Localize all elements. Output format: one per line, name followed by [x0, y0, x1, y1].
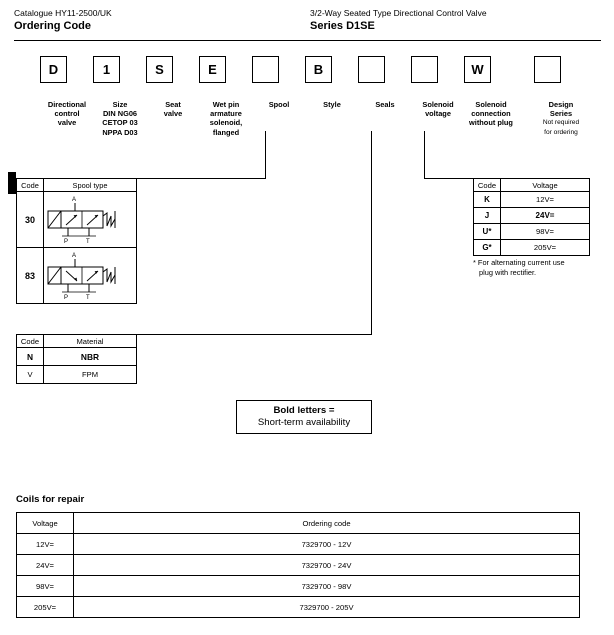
coils-code-24v: 7329700 - 24V — [74, 555, 580, 576]
coils-voltage-12v: 12V= — [17, 534, 74, 555]
spool-symbol-30 — [44, 192, 137, 248]
voltage-value-205v: 205V= — [501, 240, 590, 256]
material-header-code: Code — [17, 335, 44, 348]
code-label-0: Directional control valve — [47, 100, 87, 128]
table-row — [17, 366, 137, 384]
bold-note-line2: Short-term availability — [257, 417, 351, 428]
coils-code-98v: 7329700 - 98V — [74, 576, 580, 597]
svg-text:T: T — [86, 239, 90, 245]
code-label-2: Seat valve — [163, 100, 183, 119]
leader-voltage-horizontal — [424, 178, 474, 179]
table-row — [17, 534, 580, 555]
code-box-8: W — [464, 56, 491, 83]
product-title: 3/2-Way Seated Type Directional Control Valve — [310, 8, 487, 18]
page-title: Ordering Code — [14, 20, 92, 32]
material-code-n: N — [17, 348, 44, 366]
code-label-7: Solenoid voltage — [422, 100, 454, 119]
code-label-6: Seals — [375, 100, 395, 109]
coils-voltage-98v: 98V= — [17, 576, 74, 597]
table-row — [474, 192, 590, 208]
material-header-material: Material — [44, 335, 137, 348]
voltage-value-98v: 98V= — [501, 224, 590, 240]
coils-voltage-205v: 205V= — [17, 597, 74, 618]
series-title: Series D1SE — [310, 20, 375, 32]
header-divider — [14, 40, 601, 41]
spool-symbol-83 — [44, 248, 137, 304]
table-row — [17, 348, 137, 366]
coils-header-voltage: Voltage — [17, 513, 74, 534]
leader-seals-vertical — [371, 131, 372, 335]
code-label-9: Design Series Not required for ordering — [542, 100, 580, 136]
svg-text:P: P — [64, 295, 69, 301]
section-tab-marker — [8, 172, 16, 194]
table-row — [17, 576, 580, 597]
spool-code-30: 30 — [17, 192, 44, 248]
leader-spool-horizontal — [135, 178, 266, 179]
table-row — [474, 224, 590, 240]
svg-text:T: T — [86, 295, 90, 301]
leader-seals-horizontal — [135, 334, 372, 335]
header-left — [14, 8, 112, 33]
voltage-code-k: K — [474, 192, 501, 208]
voltage-code-u: U* — [474, 224, 501, 240]
header-right — [310, 8, 487, 33]
voltage-header-code: Code — [474, 179, 501, 192]
material-code-v: V — [17, 366, 44, 384]
hydraulic-symbol-icon — [44, 248, 136, 303]
coils-section-title: Coils for repair — [16, 494, 85, 505]
table-header-row — [17, 179, 137, 192]
hydraulic-symbol-icon — [44, 192, 136, 247]
table-row — [17, 555, 580, 576]
code-box-6 — [358, 56, 385, 83]
svg-text:A: A — [72, 197, 77, 203]
code-label-1: Size DIN NG06 CETOP 03 NPPA D03 — [102, 100, 138, 137]
code-box-4 — [252, 56, 279, 83]
table-row — [17, 597, 580, 618]
code-box-9 — [534, 56, 561, 83]
leader-voltage-vertical — [424, 131, 425, 179]
voltage-code-j: J — [474, 208, 501, 224]
voltage-value-12v: 12V= — [501, 192, 590, 208]
code-box-2: S — [146, 56, 173, 83]
bold-note-line1: Bold letters = — [273, 405, 335, 416]
table-header-row — [474, 179, 590, 192]
material-name-fpm: FPM — [44, 366, 137, 384]
table-header-row — [17, 335, 137, 348]
coils-header-ordering-code: Ordering code — [74, 513, 580, 534]
code-box-1: 1 — [93, 56, 120, 83]
table-row — [17, 192, 137, 248]
svg-text:P: P — [64, 239, 69, 245]
coils-code-12v: 7329700 - 12V — [74, 534, 580, 555]
spool-header-code: Code — [17, 179, 44, 192]
voltage-code-g: G* — [474, 240, 501, 256]
table-row — [474, 240, 590, 256]
material-table — [16, 334, 137, 384]
code-box-3: E — [199, 56, 226, 83]
bold-letters-note — [236, 400, 372, 434]
leader-spool-vertical — [265, 131, 266, 179]
page-header — [14, 8, 602, 42]
voltage-footnote: * For alternating current use plug with rectifier. — [473, 258, 565, 277]
spool-header-type: Spool type — [44, 179, 137, 192]
code-label-4: Spool — [268, 100, 290, 109]
code-label-3: Wet pin armature solenoid, flanged — [209, 100, 243, 137]
coils-table — [16, 512, 580, 618]
spool-code-83: 83 — [17, 248, 44, 304]
voltage-value-24v: 24V= — [501, 208, 590, 224]
svg-text:A: A — [72, 253, 77, 259]
code-box-7 — [411, 56, 438, 83]
material-name-nbr: NBR — [44, 348, 137, 366]
catalogue-number: Catalogue HY11-2500/UK — [14, 8, 112, 18]
coils-code-205v: 7329700 - 205V — [74, 597, 580, 618]
code-box-0: D — [40, 56, 67, 83]
table-header-row — [17, 513, 580, 534]
spool-type-table — [16, 178, 137, 304]
code-box-5: B — [305, 56, 332, 83]
code-label-5: Style — [323, 100, 341, 109]
coils-voltage-24v: 24V= — [17, 555, 74, 576]
voltage-table — [473, 178, 590, 256]
table-row — [474, 208, 590, 224]
code-label-8: Solenoid connection without plug — [469, 100, 513, 128]
voltage-header-voltage: Voltage — [501, 179, 590, 192]
table-row — [17, 248, 137, 304]
